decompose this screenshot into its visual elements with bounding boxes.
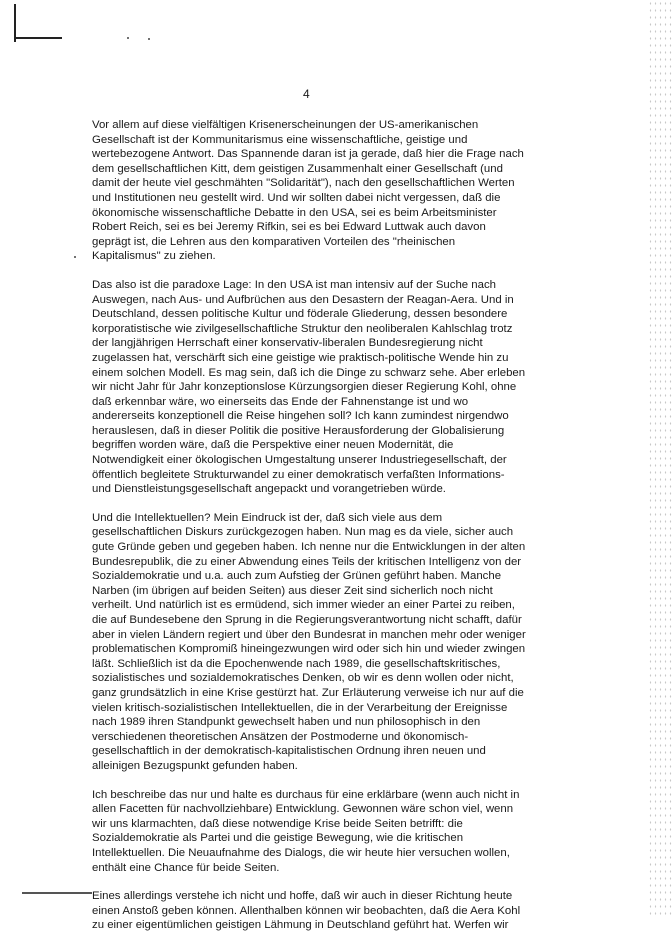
text-line: Eines allerdings verstehe ich nicht und hoffe, daß wir auch in dieser Richtung heute [92, 890, 513, 903]
text-line: problematischen Kompromiß hineingezwungen wird oder sich hin und wieder zwingen [92, 643, 526, 656]
text-line: verheilt. Und natürlich ist es ermüdend, sich immer wieder an einer Partei zu reiben, [92, 599, 515, 612]
text-line: die auf Bundesebene den Sprung in die Regierungsverantwortung nicht schafft, dafür [92, 614, 522, 626]
text-line: damit der heute viel geschmähten "Solidarität"), nach den gesellschaftlichen Werten [92, 177, 515, 190]
text-line: sozialistisches und sozialdemokratisches Denken, ob wir es denn wollen oder nicht, [92, 672, 514, 685]
page-number: 4 [303, 87, 310, 101]
text-line: geprägt ist, die Lehren aus den komparativen Vorteilen des "rheinischen [92, 235, 456, 248]
scan-speck [127, 37, 129, 39]
text-line: Das also ist die paradoxe Lage: In den USA ist man intensiv auf der Suche nach [92, 278, 496, 291]
scan-bottom-mark [22, 892, 92, 894]
text-line: Ich beschreibe das nur und halte es durchaus für eine erklärbare (wenn auch nicht in [92, 788, 520, 801]
scan-speck [74, 256, 76, 258]
text-line: Vor allem auf diese vielfältigen Krisenerscheinungen der US-amerikanischen [92, 119, 479, 131]
text-line: und Institutionen neu gestellt wird. Und wir sollten dabei nicht vergessen, daß die [92, 191, 501, 204]
text-line: öffentlich begleitete Strukturwandel zu einer demokratisch verfaßten Informations- [92, 468, 505, 481]
scan-corner-mark [14, 37, 62, 39]
text-line: Gesellschaft ist der Kommunitarismus eine wissenschaftliche, geistige und [92, 133, 468, 146]
text-line: Bundesrepublik, die zu einer Abwendung eines Teils der kritischen Intelligenz von der [92, 555, 522, 568]
text-line: dem gesellschaftlichen Kitt, dem geistigen Zusammenhalt einer Gesellschaft (und [92, 162, 503, 175]
text-line: der langjährigen Herrschaft einer konservativ-liberalen Bundesregierung nicht [92, 337, 483, 350]
text-line: einen Anstoß geben können. Allenthalben können wir beobachten, daß die Aera Kohl [92, 904, 521, 917]
text-line: Deutschland, dessen politische Kultur und föderale Gliederung, dessen besondere [92, 308, 508, 321]
text-line: wir nicht Jahr für Jahr konzeptionslose Kürzungsorgien dieser Regierung Kohl, ohne [92, 381, 517, 394]
text-line: zugelassen hat, verschärft sich eine geistige wie praktisch-politische Wende hin zu [92, 351, 509, 364]
text-line: Notwendigkeit einer ökologischen Umgestaltung unserer Industriegesellschaft, der [92, 454, 507, 467]
text-line: und Dienstleistungsgesellschaft angepackt und vorangetrieben würde. [92, 483, 446, 496]
text-line: gesellschaftlich in der demokratisch-kapitalistischen Ordnung ihren neuen und [92, 745, 486, 758]
text-line: Kapitalismus" zu ziehen. [92, 250, 216, 263]
text-line: herauslesen, daß in dieser Politik die positive Herausforderung der Globalisierung [92, 424, 505, 437]
text-line: daß erkennbar wäre, wo einerseits das Ende der Fahnenstange ist und wo [92, 395, 469, 408]
text-line: wir uns klarmachten, daß diese notwendige Krise beide Seiten betrifft: die [92, 817, 463, 830]
text-line: gesellschaftlichen Diskurs zurückgezogen haben. Nun mag es da viele, sicher auch [92, 526, 514, 539]
text-line: enthält eine Chance für beide Seiten. [92, 861, 280, 874]
scan-edge-noise [648, 0, 672, 916]
text-line: ganz grundsätzlich in eine Krise gestürzt hat. Zur Erläuterung verweise ich nur auf die [92, 686, 524, 699]
scan-speck [148, 38, 150, 40]
text-line: Robert Reich, sei es bei Jeremy Rifkin, sei es bei Edward Luttwak auch davon [92, 221, 486, 234]
text-line: aber in vielen Ländern regiert und über den Bundesrat in manchen mehr oder weniger [92, 628, 526, 641]
text-line: ökonomische wissenschaftliche Debatte in den USA, sei es beim Arbeitsminister [92, 206, 497, 219]
paragraph [92, 511, 526, 774]
text-line: Narben (im übrigen auf beiden Seiten) aus dieser Zeit sind sicherlich noch nicht [92, 584, 493, 597]
text-line: allen Facetten für nachvollziehbare) Entwicklung. Gewonnen wäre schon viel, wenn [92, 803, 514, 816]
text-line: zu einer eigentümlichen geistigen Lähmung in Deutschland geführt hat. Werfen wir [92, 919, 509, 932]
text-line: Und die Intellektuellen? Mein Eindruck ist der, daß sich viele aus dem [92, 511, 443, 524]
paragraph [92, 889, 521, 933]
text-line: Sozialdemokratie als Partei und die geistige Bewegung, wie die kritischen [92, 832, 464, 845]
text-line: verschiedenen theoretischen Ansätzen der Postmoderne und ökonomisch- [92, 730, 469, 743]
text-line: läßt. Schließlich ist da die Epochenwende nach 1989, die gesellschaftskritisches, [92, 657, 501, 670]
text-line: begriffen worden wäre, daß die Perspektive einer neuen Modernität, die [92, 439, 454, 452]
text-line: andererseits konzeptionell die Reise hingehen soll? Ich kann zumindest nirgendwo [92, 410, 509, 423]
text-line: gute Gründe geben und gegeben haben. Ich nenne nur die Entwicklungen in der alten [92, 541, 526, 554]
text-line: Intellektuellen. Die Neuaufnahme des Dialogs, die wir heute hier versuchen wollen, [92, 846, 510, 859]
text-line: wertebezogene Antwort. Das Spannende daran ist ja gerade, daß hier die Frage nach [92, 148, 524, 161]
paragraph [92, 788, 520, 876]
text-line: vielen kritisch-sozialistischen Intellektuellen, die in der Verarbeitung der Ereignisse [92, 701, 508, 714]
text-line: Sozialdemokratie und u.a. auch zum Aufstieg der Grünen geführt haben. Manche [92, 570, 502, 583]
text-line: nach 1989 ihren Standpunkt gewechselt haben und nun philosophisch in den [92, 716, 481, 729]
paragraph [92, 118, 524, 264]
text-line: alleinigen Bezugspunkt gefunden haben. [92, 759, 298, 772]
text-line: einem solchen Modell. Es mag sein, daß ich die Dinge zu schwarz sehe. Aber erleben [92, 366, 526, 379]
text-line: Auswegen, nach Aus- und Aufbrüchen aus den Desastern der Reagan-Aera. Und in [92, 293, 514, 306]
text-line: korporatistische wie zivilgesellschaftliche Struktur den neoliberalen Kahlschlag trotz [92, 322, 513, 335]
paragraph [92, 278, 526, 497]
body-text [92, 118, 526, 947]
